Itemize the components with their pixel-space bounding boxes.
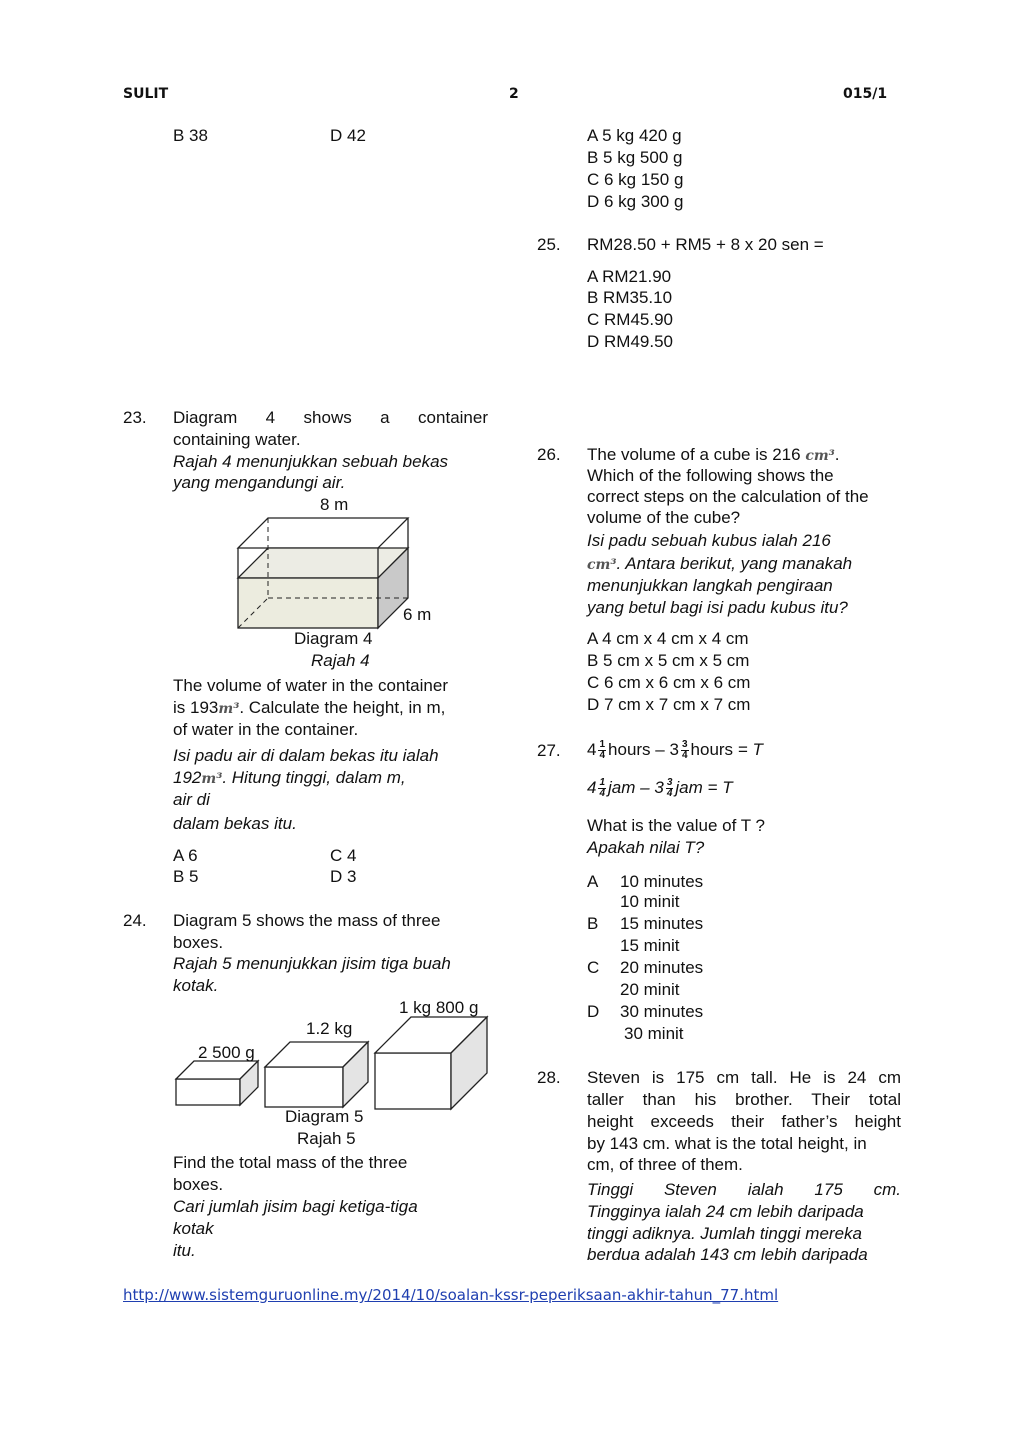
q28-text-en-3: height exceeds their father’s height — [587, 1112, 901, 1131]
q25-number: 25. — [537, 235, 561, 254]
q22-option-b: B 38 — [173, 126, 208, 145]
m3-unit: m³ — [218, 701, 240, 717]
fraction: $\frac{3}{4}$ — [666, 777, 673, 800]
q23-option-d: D 3 — [330, 867, 357, 886]
q24-question-en-2: boxes. — [173, 1175, 224, 1194]
q23-question-en-3: of water in the container. — [173, 720, 359, 739]
cm3-unit: cm³ — [587, 557, 617, 573]
diagram-5-label-big: 1 kg 800 g — [399, 998, 479, 1017]
q27-question-en: What is the value of T ? — [587, 816, 765, 835]
q23-option-b: B 5 — [173, 867, 199, 886]
q24-option-c: C 6 kg 150 g — [587, 170, 684, 189]
q25-option-d: D RM49.50 — [587, 332, 673, 351]
q28-text-en-4: by 143 cm. what is the total height, in — [587, 1134, 867, 1153]
q28-text-ms-1: Tinggi Steven ialah 175 cm. — [587, 1180, 901, 1199]
q28-text-ms-3: tinggi adiknya. Jumlah tinggi mereka — [587, 1224, 862, 1243]
q27-option-b-en: 15 minutes — [620, 914, 704, 933]
q26-text-en-1: The volume of a cube is 216 cm³. — [587, 445, 840, 464]
diagram-4-length-label: 8 m — [320, 495, 349, 514]
diagram-4-height-label: 6 m — [403, 605, 432, 624]
q27-option-d-letter: D — [587, 1002, 600, 1021]
q23-question-en-1: The volume of water in the container — [173, 676, 448, 695]
q23-question-en-2: is 193m³. Calculate the height, in m, — [173, 698, 446, 717]
fraction: $\frac{1}{4}$ — [599, 739, 606, 762]
q27-option-b-letter: B — [587, 914, 599, 933]
m3-unit: m³ — [201, 771, 223, 787]
q22-option-d: D 42 — [330, 126, 366, 145]
q23-option-c: C 4 — [330, 846, 357, 865]
q28-number: 28. — [537, 1068, 561, 1087]
q24-text-en-1: Diagram 5 shows the mass of three — [173, 911, 441, 930]
q23-question-ms-4: dalam bekas itu. — [173, 814, 297, 833]
fraction: $\frac{3}{4}$ — [681, 739, 688, 762]
q26-number: 26. — [537, 445, 561, 464]
container-top-outline — [238, 518, 408, 548]
q27-option-b-ms: 15 minit — [620, 936, 680, 955]
q26-text-ms-3: menunjukkan langkah pengiraan — [587, 576, 833, 595]
water-front-face — [238, 578, 378, 628]
diagram-5-caption: Diagram 5 — [285, 1107, 364, 1126]
q28-text-ms-4: berdua adalah 143 cm lebih daripada — [587, 1245, 868, 1264]
q27-option-c-letter: C — [587, 958, 600, 977]
q23-question-ms-1: Isi padu air di dalam bekas itu ialah — [173, 746, 439, 765]
q28-text-en-1: Steven is 175 cm tall. He is 24 cm — [587, 1068, 901, 1087]
q24-text-en-2: boxes. — [173, 933, 224, 952]
header-right: 015/1 — [843, 86, 888, 102]
q26-option-b: B 5 cm x 5 cm x 5 cm — [587, 651, 750, 670]
q25-option-b: B RM35.10 — [587, 288, 673, 307]
q23-number: 23. — [123, 408, 147, 427]
q25-option-c: C RM45.90 — [587, 310, 673, 329]
q28-text-en-5: cm, of three of them. — [587, 1155, 743, 1174]
q27-option-d-en: 30 minutes — [620, 1002, 704, 1021]
q24-question-en-1: Find the total mass of the three — [173, 1153, 408, 1172]
q27-equation-en: 4 $\frac{1}{4}$ hours – 3 $\frac{3}{4}$ hours = T — [587, 739, 763, 762]
q27-option-a-ms: 10 minit — [620, 892, 680, 911]
q26-text-ms-1: Isi padu sebuah kubus ialah 216 — [587, 531, 831, 550]
header-left: SULIT — [123, 86, 169, 102]
q27-number: 27. — [537, 741, 561, 760]
q27-equation-ms: 4 $\frac{1}{4}$ jam – 3 $\frac{3}{4}$ jam = T — [587, 777, 733, 800]
q26-text-ms-4: yang betul bagi isi padu kubus itu? — [587, 598, 848, 617]
q23-option-a: A 6 — [173, 846, 198, 865]
box-medium — [265, 1042, 368, 1107]
q26-option-c: C 6 cm x 6 cm x 6 cm — [587, 673, 751, 692]
diagram-5-label-mid: 1.2 kg — [306, 1019, 353, 1038]
q24-question-ms-2: kotak — [173, 1219, 214, 1238]
q23-text-en-1: Diagram 4 shows a container — [173, 408, 488, 427]
q27-option-c-en: 20 minutes — [620, 958, 704, 977]
q27-option-a-en: 10 minutes — [620, 872, 704, 891]
q26-text-en-4: volume of the cube? — [587, 508, 741, 527]
page-number: 2 — [509, 86, 519, 102]
q26-text-en-2: Which of the following shows the — [587, 466, 834, 485]
q25-text: RM28.50 + RM5 + 8 x 20 sen = — [587, 235, 824, 254]
footer-source-link[interactable]: http://www.sistemguruonline.my/2014/10/soalan-kssr-peperiksaan-akhir-tahun_77.html — [123, 1286, 779, 1304]
diagram-4-caption: Diagram 4 — [294, 629, 373, 648]
q23-text-ms-2: yang mengandungi air. — [173, 473, 346, 492]
diagram-4-caption-ms: Rajah 4 — [311, 651, 370, 670]
cm3-unit: cm³ — [805, 448, 835, 464]
q23-question-ms-2: 192m³. Hitung tinggi, dalam m, — [173, 768, 406, 787]
q23-question-ms-3: air di — [173, 790, 210, 809]
diagram-5-caption-ms: Rajah 5 — [297, 1129, 356, 1148]
q27-option-a-letter: A — [587, 872, 599, 891]
q24-text-ms-2: kotak. — [173, 976, 219, 995]
fraction: $\frac{1}{4}$ — [599, 777, 606, 800]
q26-option-a: A 4 cm x 4 cm x 4 cm — [587, 629, 749, 648]
q24-question-ms-1: Cari jumlah jisim bagi ketiga-tiga — [173, 1197, 418, 1216]
box-small — [176, 1061, 258, 1105]
q26-option-d: D 7 cm x 7 cm x 7 cm — [587, 695, 751, 714]
q23-text-en-2: containing water. — [173, 430, 301, 449]
q27-question-ms: Apakah nilai T? — [587, 838, 705, 857]
q24-option-a: A 5 kg 420 g — [587, 126, 682, 145]
q26-text-ms-2: cm³. Antara berikut, yang manakah — [587, 554, 853, 573]
q24-text-ms-1: Rajah 5 menunjukkan jisim tiga buah — [173, 954, 451, 973]
diagram-5-label-small: 2 500 g — [198, 1043, 255, 1062]
q24-number: 24. — [123, 911, 147, 930]
q28-text-ms-2: Tingginya ialah 24 cm lebih daripada — [587, 1202, 864, 1221]
box-large — [375, 1017, 487, 1109]
q27-option-d-ms: 30 minit — [624, 1024, 684, 1043]
q27-option-c-ms: 20 minit — [620, 980, 680, 999]
q23-text-ms-1: Rajah 4 menunjukkan sebuah bekas — [173, 452, 449, 471]
q28-text-en-2: taller than his brother. Their total — [587, 1090, 901, 1109]
q24-option-b: B 5 kg 500 g — [587, 148, 683, 167]
q26-text-en-3: correct steps on the calculation of the — [587, 487, 869, 506]
q25-option-a: A RM21.90 — [587, 267, 672, 286]
q24-question-ms-3: itu. — [173, 1241, 196, 1260]
q24-option-d: D 6 kg 300 g — [587, 192, 684, 211]
